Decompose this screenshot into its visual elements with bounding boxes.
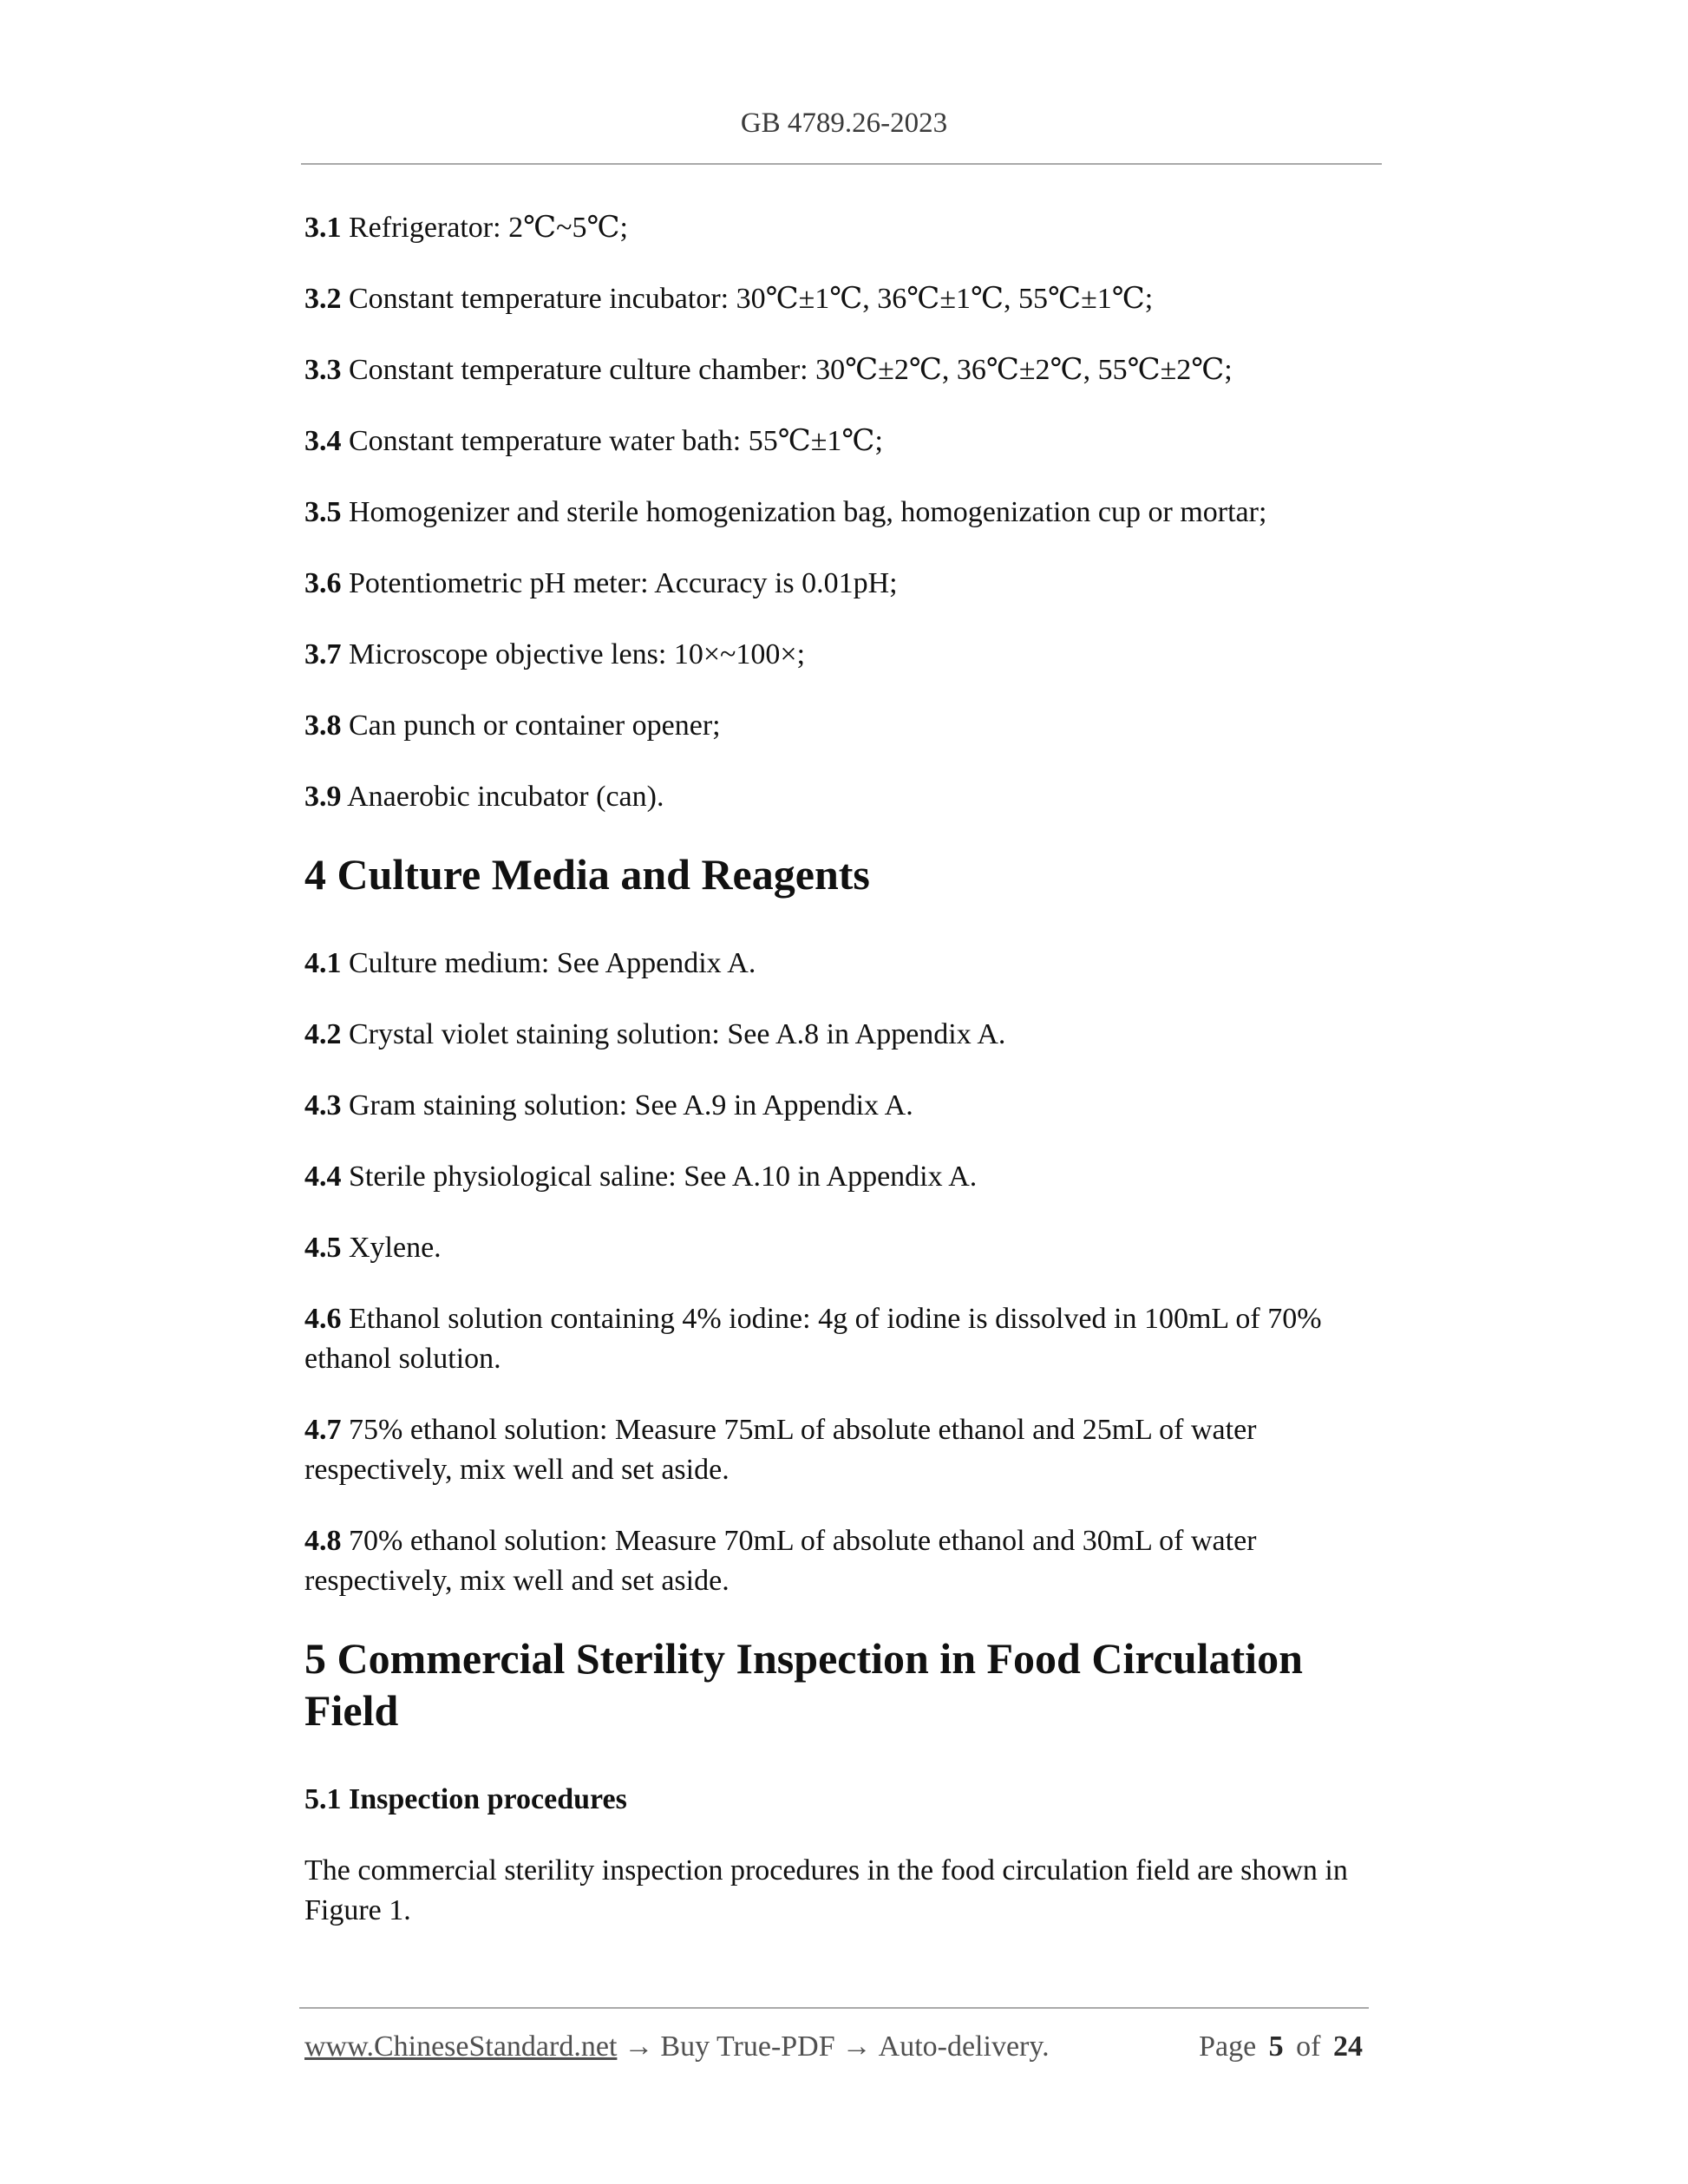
current-page-number: 5 — [1268, 2030, 1284, 2063]
item-number: 4.7 — [304, 1414, 342, 1446]
list-item — [304, 777, 1380, 817]
list-item — [304, 279, 1380, 319]
list-item — [304, 1521, 1380, 1601]
item-text: Constant temperature culture chamber: 30℃±2℃, 36℃±2℃, 55℃±2℃; — [349, 354, 1233, 386]
item-text: 70% ethanol solution: Measure 70mL of absolute ethanol and 30mL of water respectively, mix well and set aside. — [304, 1525, 1257, 1597]
item-text: Culture medium: See Appendix A. — [349, 947, 756, 979]
item-number: 3.9 — [304, 781, 342, 813]
item-number: 3.4 — [304, 425, 342, 457]
list-item — [304, 1228, 1380, 1268]
item-number: 4.6 — [304, 1303, 342, 1335]
list-item — [304, 1299, 1380, 1379]
item-number: 3.6 — [304, 567, 342, 599]
website-link[interactable]: www.ChineseStandard.net — [304, 2030, 618, 2063]
section-4-list — [304, 944, 1380, 1601]
item-number: 3.1 — [304, 212, 342, 244]
document-code-header: GB 4789.26-2023 — [740, 108, 948, 139]
list-item — [304, 706, 1380, 746]
section-4-heading: 4 Culture Media and Reagents — [304, 850, 870, 899]
list-item — [304, 944, 1380, 984]
item-number: 3.7 — [304, 638, 342, 670]
item-text: Ethanol solution containing 4% iodine: 4g of iodine is dissolved in 100mL of 70% ethanol solution. — [304, 1303, 1322, 1375]
item-text: Anaerobic incubator (can). — [347, 781, 664, 813]
item-text: Crystal violet staining solution: See A.8 in Appendix A. — [349, 1018, 1006, 1050]
list-item — [304, 1410, 1380, 1490]
list-item — [304, 1157, 1380, 1197]
item-text: Sterile physiological saline: See A.10 in Appendix A. — [349, 1161, 978, 1193]
item-number: 3.8 — [304, 709, 342, 742]
section-5-1-paragraph: The commercial sterility inspection procedures in the food circulation field are shown in Figure 1. — [304, 1854, 1348, 1926]
subsection-5-1-heading: 5.1 Inspection procedures — [304, 1783, 627, 1815]
item-text: Constant temperature incubator: 30℃±1℃, 36℃±1℃, 55℃±1℃; — [349, 283, 1154, 315]
of-label: of — [1296, 2030, 1321, 2063]
item-text: Xylene. — [349, 1232, 442, 1264]
page-footer — [304, 2027, 1368, 2067]
buy-pdf-text: Buy True-PDF — [660, 2030, 835, 2063]
page-content — [304, 208, 1380, 1931]
item-number: 3.2 — [304, 283, 342, 315]
footer-divider — [299, 2007, 1369, 2009]
total-pages-number: 24 — [1333, 2030, 1363, 2063]
item-text: Constant temperature water bath: 55℃±1℃; — [349, 425, 883, 457]
item-text: Can punch or container opener; — [349, 709, 721, 742]
arrow-right-icon: → — [624, 2030, 654, 2063]
auto-delivery-text: Auto-delivery. — [878, 2030, 1050, 2063]
header-divider — [301, 163, 1382, 165]
item-text: Gram staining solution: See A.9 in Appendix A. — [349, 1089, 913, 1121]
item-number: 4.3 — [304, 1089, 342, 1121]
page-label: Page — [1199, 2030, 1257, 2063]
list-item — [304, 350, 1380, 390]
list-item — [304, 493, 1380, 533]
item-text: Homogenizer and sterile homogenization bag, homogenization cup or mortar; — [349, 496, 1267, 528]
item-number: 4.4 — [304, 1161, 342, 1193]
list-item — [304, 564, 1380, 604]
item-text: Potentiometric pH meter: Accuracy is 0.01pH; — [349, 567, 898, 599]
list-item — [304, 1086, 1380, 1126]
arrow-right-icon: → — [841, 2030, 872, 2063]
list-item — [304, 422, 1380, 461]
section-3-list — [304, 208, 1380, 817]
list-item — [304, 208, 1380, 248]
item-number: 4.8 — [304, 1525, 342, 1557]
section-5-heading: 5 Commercial Sterility Inspection in Food Circulation Field — [304, 1634, 1303, 1735]
list-item — [304, 1015, 1380, 1055]
item-number: 4.2 — [304, 1018, 342, 1050]
item-text: Microscope objective lens: 10×~100×; — [349, 638, 806, 670]
item-number: 3.3 — [304, 354, 342, 386]
item-number: 3.5 — [304, 496, 342, 528]
page-indicator — [1199, 2027, 1368, 2067]
item-text: 75% ethanol solution: Measure 75mL of absolute ethanol and 25mL of water respectively, mix well and set aside. — [304, 1414, 1257, 1486]
list-item — [304, 635, 1380, 675]
item-number: 4.5 — [304, 1232, 342, 1264]
item-text: Refrigerator: 2℃~5℃; — [349, 212, 628, 244]
item-number: 4.1 — [304, 947, 342, 979]
